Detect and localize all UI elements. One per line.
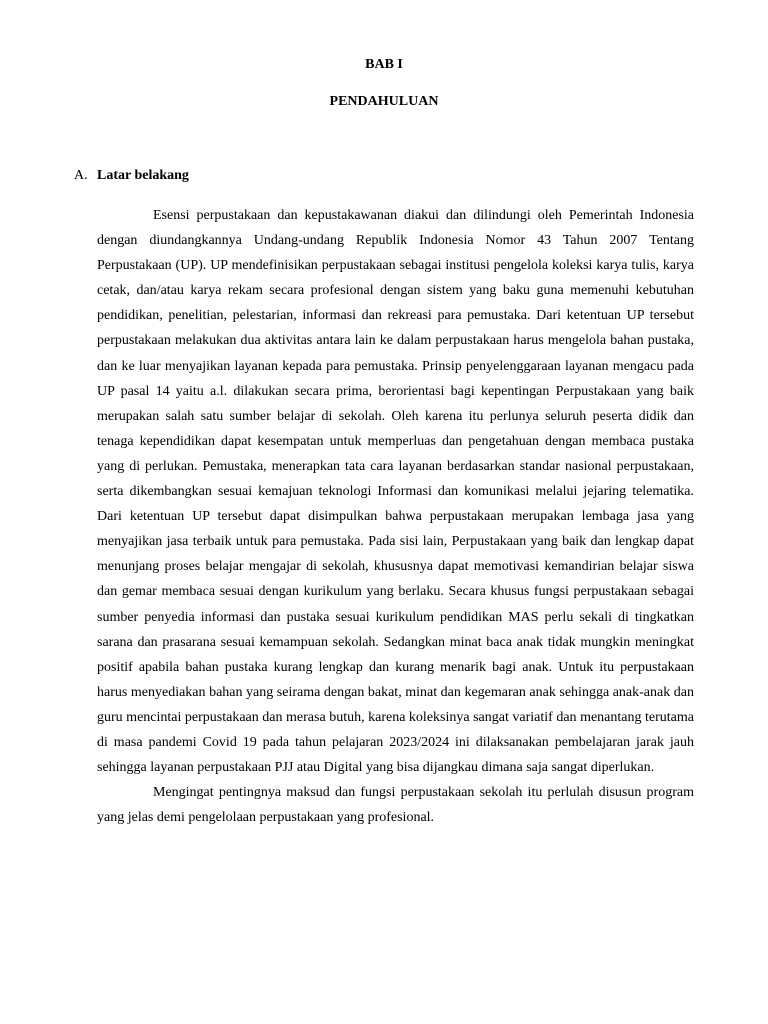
chapter-number: BAB I — [365, 57, 403, 72]
chapter-title: PENDAHULUAN — [329, 94, 439, 109]
section-marker: A. — [74, 168, 88, 183]
body-text — [97, 203, 694, 830]
section-heading — [74, 167, 189, 185]
section-title: Latar belakang — [97, 168, 189, 183]
paragraph-1: Esensi perpustakaan dan kepustakawanan diakui dan dilindungi oleh Pemerintah Indonesia dengan diundangkannya Undang-undang Republik Indonesia Nomor 43 Tahun 2007 Tentang Perpustakaan (UP). UP mendefinisikan perpustakaan sebagai institusi pengelola koleksi karya tulis, karya cetak, dan/atau karya rekam secara profesional dengan sistem yang baku guna memenuhi kebutuhan pendidikan, penelitian, pelestarian, informasi dan rekreasi para pemustaka. Dari ketentuan UP tersebut perpustakaan melakukan dua aktivitas antara lain ke dalam perpustakaan harus mengelola bahan pustaka, dan ke luar menyajikan layanan kepada para pemustaka. Prinsip penyelenggaraan layanan mengacu pada UP pasal 14 yaitu a.l. dilakukan secara prima, berorientasi bagi kepentingan Perpustakaan yang baik merupakan salah satu sumber belajar di sekolah. Oleh karena itu perlunya seluruh peserta didik dan tenaga kependidikan dapat kesempatan untuk memperluas dan pengetahuan dengan membaca pustaka yang di perlukan. Pemustaka, menerapkan tata cara layanan berdasarkan standar nasional perpustakaan, serta dikembangkan sesuai kemajuan teknologi Informasi dan komunikasi melalui jejaring telematika. Dari ketentuan UP tersebut dapat disimpulkan bahwa perpustakaan merupakan lembaga jasa yang menyajikan jasa terbaik untuk para pemustaka. Pada sisi lain, Perpustakaan yang baik dan lengkap dapat menunjang proses belajar mengajar di sekolah, khususnya dapat memotivasi kemandirian belajar siswa dan gemar membaca sesuai dengan kurikulum yang berlaku. Secara khusus fungsi perpustakaan sebagai sumber penyedia informasi dan pustaka sesuai kurikulum pendidikan MAS perlu sekali di tingkatkan sarana dan prasarana sesuai kemampuan sekolah. Sedangkan minat baca anak tidak mungkin meningkat positif apabila bahan pustaka kurang lengkap dan kurang menarik bagi anak. Untuk itu perpustakaan harus menyediakan bahan yang seirama dengan bakat, minat dan kegemaran anak sehingga anak-anak dan guru mencintai perpustakaan dan merasa butuh, karena koleksinya sangat variatif dan menantang terutama di masa pandemi Covid 19 pada tahun pelajaran 2023/2024 ini dilaksanakan pembelajaran jarak jauh sehingga layanan perpustakaan PJJ atau Digital yang bisa dijangkau dimana saja sangat diperlukan. — [97, 208, 694, 776]
paragraph-2: Mengingat pentingnya maksud dan fungsi perpustakaan sekolah itu perlulah disusun program yang jelas demi pengelolaan perpustakaan yang profesional. — [97, 785, 694, 826]
